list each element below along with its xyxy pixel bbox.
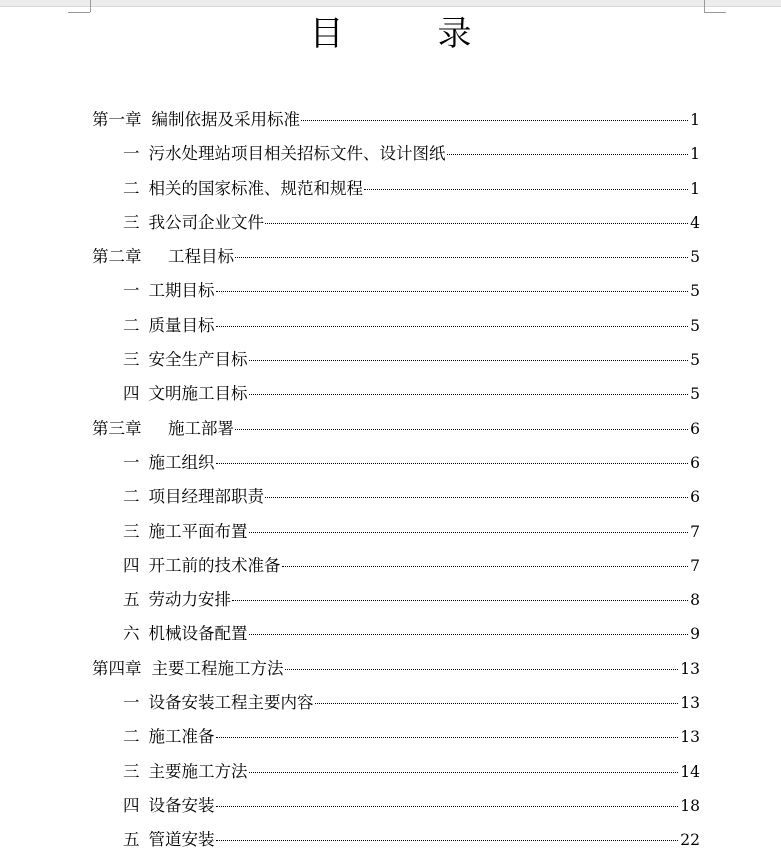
- toc-entry-title: 文明施工目标: [148, 384, 248, 404]
- toc-section-entry[interactable]: [92, 274, 700, 308]
- toc-entry-title: 机械设备配置: [148, 624, 248, 644]
- toc-dot-leader: [249, 532, 689, 533]
- toc-entry-number: 三: [123, 350, 140, 370]
- toc-entry-number: 六: [123, 624, 140, 644]
- page-title: 目 录: [309, 14, 502, 54]
- toc-entry-title: 主要工程施工方法: [151, 658, 284, 678]
- toc-page-number: 6: [690, 419, 700, 438]
- toc-dot-leader: [216, 463, 689, 464]
- toc-section-entry[interactable]: [92, 206, 700, 240]
- toc-entry-title: 编制依据及采用标准: [151, 110, 300, 129]
- toc-page-number: 1: [690, 179, 700, 198]
- page-corner-mark-left-vertical: [90, 0, 91, 12]
- toc-entry-title: 管道安装: [148, 830, 215, 850]
- toc-chapter-entry[interactable]: [92, 240, 700, 274]
- toc-section-entry[interactable]: [92, 789, 700, 823]
- toc-entry-title: 开工前的技术准备: [148, 555, 281, 575]
- toc-page-number: 14: [680, 762, 700, 781]
- toc-dot-leader: [249, 394, 689, 395]
- toc-page-number: 1: [690, 145, 700, 164]
- toc-dot-leader: [447, 154, 689, 155]
- toc-section-entry[interactable]: [92, 720, 700, 754]
- toc-entry-title: 施工部署: [151, 418, 234, 438]
- toc-entry-number: 第二章: [92, 247, 142, 267]
- toc-section-entry[interactable]: [92, 823, 700, 857]
- toc-entry-title: 我公司企业文件: [148, 212, 264, 232]
- toc-section-entry[interactable]: [92, 480, 700, 514]
- toc-page-number: 7: [690, 556, 700, 575]
- toc-entry-number: 五: [123, 590, 140, 610]
- toc-entry-title: 设备安装: [148, 795, 215, 815]
- toc-dot-leader: [216, 840, 679, 841]
- toc-section-entry[interactable]: [92, 686, 700, 720]
- toc-entry-number: 三: [123, 212, 140, 232]
- toc-page-number: 13: [680, 659, 700, 678]
- toc-section-entry[interactable]: [92, 137, 700, 171]
- toc-entry-number: 三: [123, 761, 140, 781]
- toc-entry-title: 污水处理站项目相关招标文件、设计图纸: [148, 144, 446, 164]
- toc-entry-number: 一: [123, 144, 140, 164]
- toc-page-number: 13: [680, 728, 700, 747]
- toc-page-number: 8: [690, 591, 700, 610]
- toc-entry-number: 第三章: [92, 418, 142, 438]
- toc-entry-title: 劳动力安排: [148, 590, 231, 610]
- toc-section-entry[interactable]: [92, 309, 700, 343]
- toc-dot-leader: [216, 737, 679, 738]
- toc-entry-title: 质量目标: [148, 315, 215, 335]
- toc-page-number: 5: [690, 248, 700, 267]
- toc-entry-number: 一: [123, 452, 140, 472]
- toc-section-entry[interactable]: [92, 515, 700, 549]
- toc-entry-number: 四: [123, 384, 140, 404]
- toc-dot-leader: [265, 497, 688, 498]
- toc-dot-leader: [232, 600, 688, 601]
- toc-dot-leader: [216, 326, 689, 327]
- page-corner-mark-right-vertical: [704, 0, 705, 12]
- toc-section-entry[interactable]: [92, 446, 700, 480]
- toc-chapter-entry[interactable]: [92, 103, 700, 137]
- toc-entry-number: 三: [123, 521, 140, 541]
- toc-entry-number: 五: [123, 830, 140, 850]
- toc-entry-title: 安全生产目标: [148, 350, 248, 370]
- toc-entry-number: 二: [123, 487, 140, 507]
- toc-dot-leader: [265, 223, 688, 224]
- toc-entry-number: 一: [123, 281, 140, 301]
- toc-dot-leader: [249, 360, 689, 361]
- toc-section-entry[interactable]: [92, 172, 700, 206]
- toc-chapter-entry[interactable]: [92, 412, 700, 446]
- toc-section-entry[interactable]: [92, 617, 700, 651]
- toc-entry-number: 四: [123, 795, 140, 815]
- table-of-contents: [92, 103, 700, 858]
- toc-section-entry[interactable]: [92, 755, 700, 789]
- toc-dot-leader: [216, 291, 689, 292]
- toc-page-number: 4: [690, 213, 700, 232]
- toc-entry-title: 工程目标: [151, 247, 234, 267]
- toc-entry-title: 施工准备: [148, 727, 215, 747]
- toc-page-number: 9: [690, 625, 700, 644]
- toc-chapter-entry[interactable]: [92, 652, 700, 686]
- toc-page-number: 5: [690, 351, 700, 370]
- toc-section-entry[interactable]: [92, 549, 700, 583]
- toc-section-entry[interactable]: [92, 583, 700, 617]
- toc-dot-leader: [301, 120, 688, 121]
- toc-entry-title: 项目经理部职责: [148, 487, 264, 507]
- toc-entry-title: 设备安装工程主要内容: [148, 693, 314, 713]
- toc-dot-leader: [285, 669, 679, 670]
- toc-dot-leader: [364, 189, 688, 190]
- toc-page-number: 6: [690, 488, 700, 507]
- toc-dot-leader: [235, 257, 688, 258]
- toc-entry-number: 二: [123, 315, 140, 335]
- toc-page-number: 13: [680, 694, 700, 713]
- toc-entry-number: 第四章: [92, 658, 142, 678]
- toc-dot-leader: [216, 806, 679, 807]
- toc-page-number: 1: [690, 111, 700, 129]
- toc-dot-leader: [235, 429, 688, 430]
- toc-entry-number: 二: [123, 178, 140, 198]
- toc-entry-number: 一: [123, 693, 140, 713]
- toc-dot-leader: [315, 703, 679, 704]
- toc-entry-number: 四: [123, 555, 140, 575]
- toc-entry-title: 工期目标: [148, 281, 215, 301]
- toc-dot-leader: [249, 634, 689, 635]
- window-top-edge: [0, 0, 781, 7]
- toc-entry-title: 施工组织: [148, 452, 215, 472]
- toc-section-entry[interactable]: [92, 343, 700, 377]
- toc-page-number: 6: [690, 453, 700, 472]
- toc-entry-number: 第一章: [92, 110, 142, 129]
- toc-entry-title: 相关的国家标准、规范和规程: [148, 178, 363, 198]
- toc-entry-title: 主要施工方法: [148, 761, 248, 781]
- toc-dot-leader: [282, 566, 689, 567]
- toc-dot-leader: [249, 772, 679, 773]
- toc-section-entry[interactable]: [92, 377, 700, 411]
- toc-page-number: 5: [690, 316, 700, 335]
- toc-page-number: 5: [690, 282, 700, 301]
- toc-entry-title: 施工平面布置: [148, 521, 248, 541]
- toc-page-number: 5: [690, 385, 700, 404]
- toc-page-number: 18: [680, 796, 700, 815]
- toc-page-number: 22: [680, 831, 700, 850]
- toc-entry-number: 二: [123, 727, 140, 747]
- toc-page-number: 7: [690, 522, 700, 541]
